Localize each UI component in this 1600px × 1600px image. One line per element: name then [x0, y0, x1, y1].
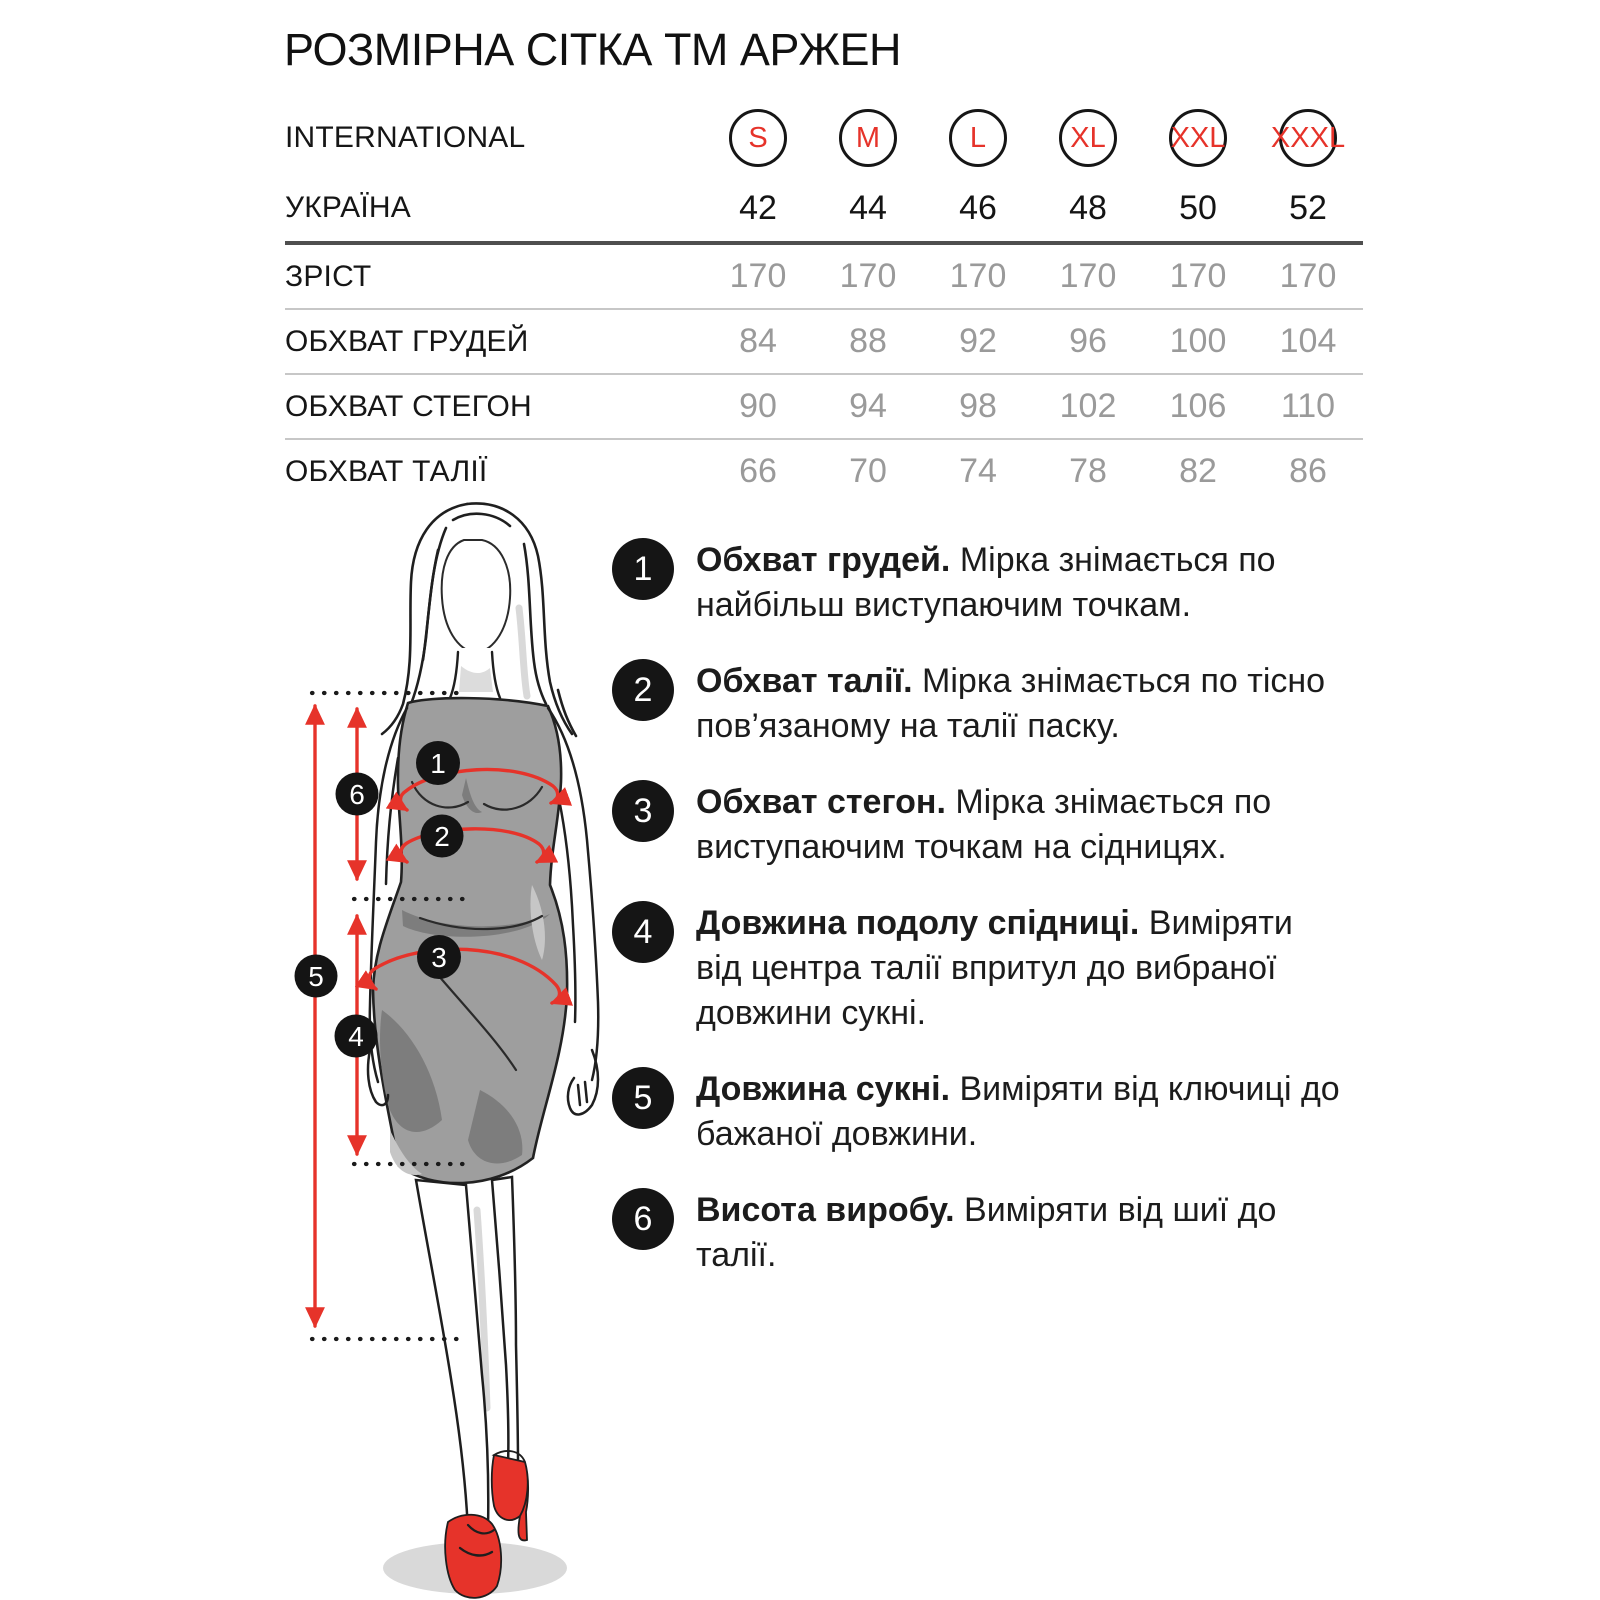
size-circle: M — [839, 109, 897, 167]
measurement-term: Довжина подолу спідниці. — [696, 904, 1140, 942]
measure-value: 100 — [1169, 322, 1227, 360]
measure-value: 92 — [959, 322, 997, 360]
table-row-height — [285, 241, 1363, 308]
measure-value: 82 — [1179, 452, 1217, 490]
measure-value: 102 — [1059, 387, 1117, 425]
measurement-desc: Мірка знімається по тісно пов’язаному на талії паску. — [696, 662, 1326, 745]
measure-value: 170 — [1059, 257, 1117, 295]
measure-value: 94 — [849, 387, 887, 425]
list-item — [612, 659, 1357, 749]
measure-value: 110 — [1280, 387, 1336, 425]
list-item — [612, 901, 1357, 1036]
measure-value: 96 — [1069, 322, 1107, 360]
measurement-term: Довжина сукні. — [696, 1070, 951, 1108]
row-label: ОБХВАТ ТАЛІЇ — [285, 454, 488, 488]
measurement-figure — [270, 490, 640, 1600]
measure-value: 170 — [839, 257, 897, 295]
table-row-international — [285, 101, 1363, 175]
list-item — [612, 1067, 1357, 1157]
figure-badge-3-label: 3 — [431, 942, 447, 973]
list-badge: 4 — [612, 901, 674, 963]
row-label: INTERNATIONAL — [285, 121, 526, 154]
figure-badge-1-label: 1 — [430, 748, 446, 779]
size-table — [285, 101, 1363, 503]
list-badge: 1 — [612, 538, 674, 600]
size-circle: XXL — [1169, 109, 1227, 167]
measurement-term: Обхват талії. — [696, 662, 913, 700]
measure-value: 98 — [959, 387, 997, 425]
measure-value: 70 — [849, 452, 887, 490]
table-row-ukraine — [285, 175, 1363, 241]
measurement-term: Обхват грудей. — [696, 541, 951, 579]
page-title: РОЗМІРНА СІТКА ТМ АРЖЕН — [284, 24, 902, 75]
row-label: УКРАЇНА — [285, 191, 411, 224]
measure-value: 66 — [739, 452, 777, 490]
row-label: ЗРІСТ — [285, 259, 372, 293]
row-label: ОБХВАТ ГРУДЕЙ — [285, 324, 529, 358]
measure-value: 86 — [1289, 452, 1327, 490]
list-badge: 5 — [612, 1067, 674, 1129]
list-item — [612, 538, 1357, 628]
measurement-desc: Виміряти від шиї до талії. — [696, 1191, 1277, 1274]
measure-value: 74 — [959, 452, 997, 490]
measurement-list — [612, 538, 1357, 1309]
size-value: 50 — [1179, 188, 1217, 227]
size-circle: XL — [1059, 109, 1117, 167]
figure-badge-5-label: 5 — [308, 961, 324, 992]
measurement-term: Висота виробу. — [696, 1191, 955, 1229]
size-value: 42 — [739, 188, 777, 227]
measurement-desc: Виміряти від ключиці до бажаної довжини. — [696, 1070, 1340, 1153]
figure-badge-2-label: 2 — [434, 821, 450, 852]
measure-value: 78 — [1069, 452, 1107, 490]
back-leg — [492, 1177, 518, 1469]
measurement-desc: Виміряти від центра талії впритул до вибраної довжини сукні. — [696, 904, 1293, 1032]
back-shoe — [492, 1451, 528, 1540]
size-value: 48 — [1069, 188, 1107, 227]
measure-value: 170 — [1279, 257, 1337, 295]
list-badge: 2 — [612, 659, 674, 721]
size-circle: XXXL — [1279, 109, 1337, 167]
list-badge: 6 — [612, 1188, 674, 1250]
face — [442, 540, 511, 653]
figure-badge-6-label: 6 — [349, 779, 365, 810]
measure-value: 170 — [1169, 257, 1227, 295]
measure-value: 84 — [739, 322, 777, 360]
list-item — [612, 1188, 1357, 1278]
measurement-term: Обхват стегон. — [696, 783, 946, 821]
measure-value: 90 — [739, 387, 777, 425]
list-item — [612, 780, 1357, 870]
list-badge: 3 — [612, 780, 674, 842]
row-label: ОБХВАТ СТЕГОН — [285, 389, 532, 423]
measure-value: 170 — [729, 257, 787, 295]
front-shoe — [445, 1515, 501, 1598]
table-row-hips — [285, 373, 1363, 438]
size-value: 44 — [849, 188, 887, 227]
measure-value: 104 — [1279, 322, 1337, 360]
table-row-bust — [285, 308, 1363, 373]
size-value: 52 — [1289, 188, 1327, 227]
measurement-desc: Мірка знімається по виступаючим точкам на сідницях. — [696, 783, 1272, 866]
measurement-desc: Мірка знімається по найбільш виступаючим точкам. — [696, 541, 1276, 624]
size-circle: L — [949, 109, 1007, 167]
size-circle: S — [729, 109, 787, 167]
measure-value: 88 — [849, 322, 887, 360]
figure-badge-4-label: 4 — [348, 1021, 364, 1052]
measure-value: 170 — [949, 257, 1007, 295]
size-value: 46 — [959, 188, 997, 227]
measure-value: 106 — [1169, 387, 1227, 425]
